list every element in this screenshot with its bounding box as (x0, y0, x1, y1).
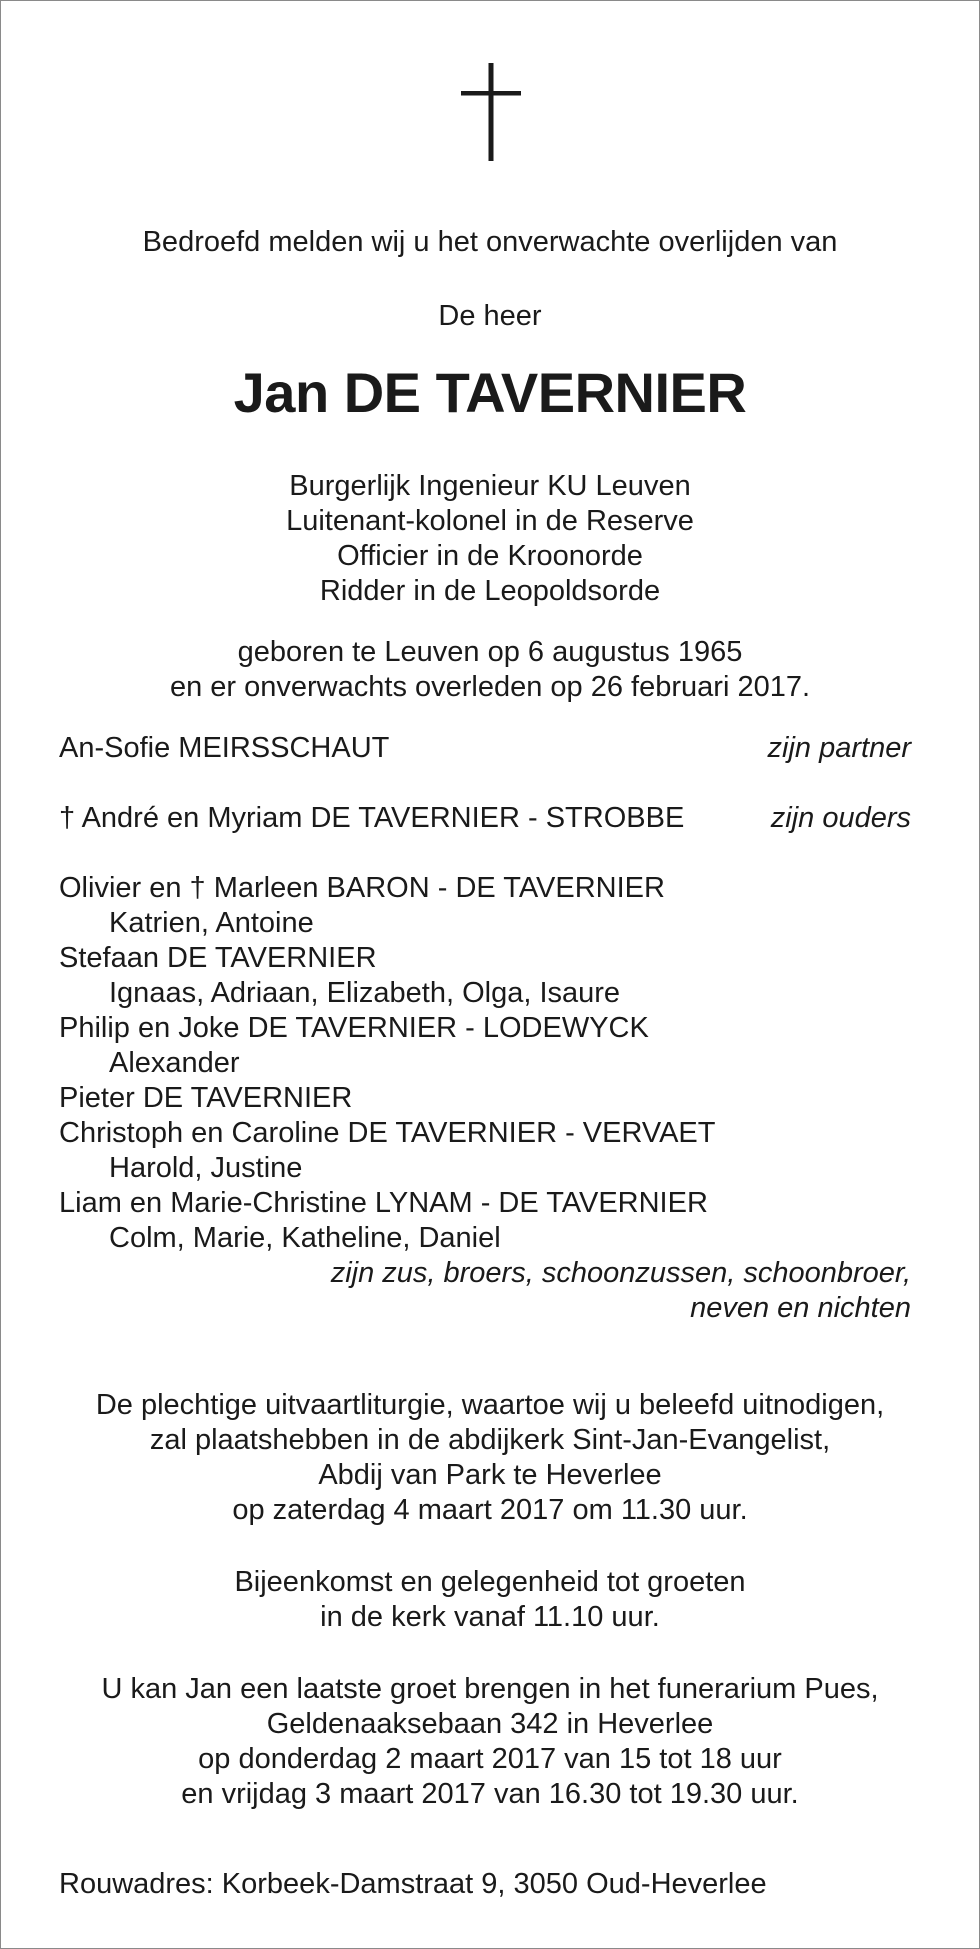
partner-role: zijn partner (767, 732, 911, 764)
sibling-children: Ignaas, Adriaan, Elizabeth, Olga, Isaure (109, 977, 621, 1009)
title-line: Ridder in de Leopoldsorde (319, 575, 661, 607)
visitation-line: op donderdag 2 maart 2017 van 15 tot 18 uur (198, 1743, 782, 1775)
sibling-name: Liam en Marie-Christine LYNAM - DE TAVERNIER (59, 1187, 708, 1219)
sibling-children: Katrien, Antoine (109, 907, 314, 939)
sibling-name: Stefaan DE TAVERNIER (59, 942, 377, 974)
birth-line: geboren te Leuven op 6 augustus 1965 (237, 636, 743, 668)
sibling-children: Harold, Justine (109, 1152, 303, 1184)
title-line: Officier in de Kroonorde (337, 540, 643, 572)
visitation-line: en vrijdag 3 maart 2017 van 16.30 tot 19.30 uur. (181, 1778, 799, 1810)
sibling-children: Colm, Marie, Katheline, Daniel (109, 1222, 501, 1254)
salutation: De heer (438, 300, 542, 332)
sibling-name: Olivier en † Marleen BARON - DE TAVERNIER (59, 872, 665, 904)
visitation-line: Geldenaaksebaan 342 in Heverlee (266, 1708, 714, 1740)
parents-name: † André en Myriam DE TAVERNIER - STROBBE (59, 802, 685, 834)
parents-role: zijn ouders (770, 802, 911, 834)
sibling-name: Philip en Joke DE TAVERNIER - LODEWYCK (59, 1012, 649, 1044)
deceased-name: Jan DE TAVERNIER (233, 361, 747, 424)
sibling-name: Christoph en Caroline DE TAVERNIER - VERVAET (59, 1117, 716, 1149)
funeral-line: op zaterdag 4 maart 2017 om 11.30 uur. (232, 1494, 748, 1526)
sibling-children: Alexander (109, 1047, 240, 1079)
title-line: Luitenant-kolonel in de Reserve (286, 505, 694, 537)
siblings-role: neven en nichten (690, 1292, 911, 1324)
cross-icon (461, 63, 521, 161)
visitation-line: U kan Jan een laatste groet brengen in het funerarium Pues, (101, 1673, 879, 1705)
funeral-line: De plechtige uitvaartliturgie, waartoe wij u beleefd uitnodigen, (95, 1389, 885, 1421)
death-line: en er onverwachts overleden op 26 februari 2017. (169, 671, 811, 703)
siblings-role: zijn zus, broers, schoonzussen, schoonbroer, (330, 1257, 911, 1289)
mourning-address: Rouwadres: Korbeek-Damstraat 9, 3050 Oud-Heverlee (59, 1868, 767, 1900)
intro-text: Bedroefd melden wij u het onverwachte overlijden van (142, 226, 838, 258)
gathering-line: Bijeenkomst en gelegenheid tot groeten (234, 1566, 746, 1598)
gathering-line: in de kerk vanaf 11.10 uur. (320, 1601, 660, 1633)
funeral-line: zal plaatshebben in de abdijkerk Sint-Jan-Evangelist, (149, 1424, 831, 1456)
title-line: Burgerlijk Ingenieur KU Leuven (289, 470, 691, 502)
funeral-line: Abdij van Park te Heverlee (318, 1459, 662, 1491)
sibling-name: Pieter DE TAVERNIER (59, 1082, 353, 1114)
partner-name: An-Sofie MEIRSSCHAUT (59, 732, 390, 764)
